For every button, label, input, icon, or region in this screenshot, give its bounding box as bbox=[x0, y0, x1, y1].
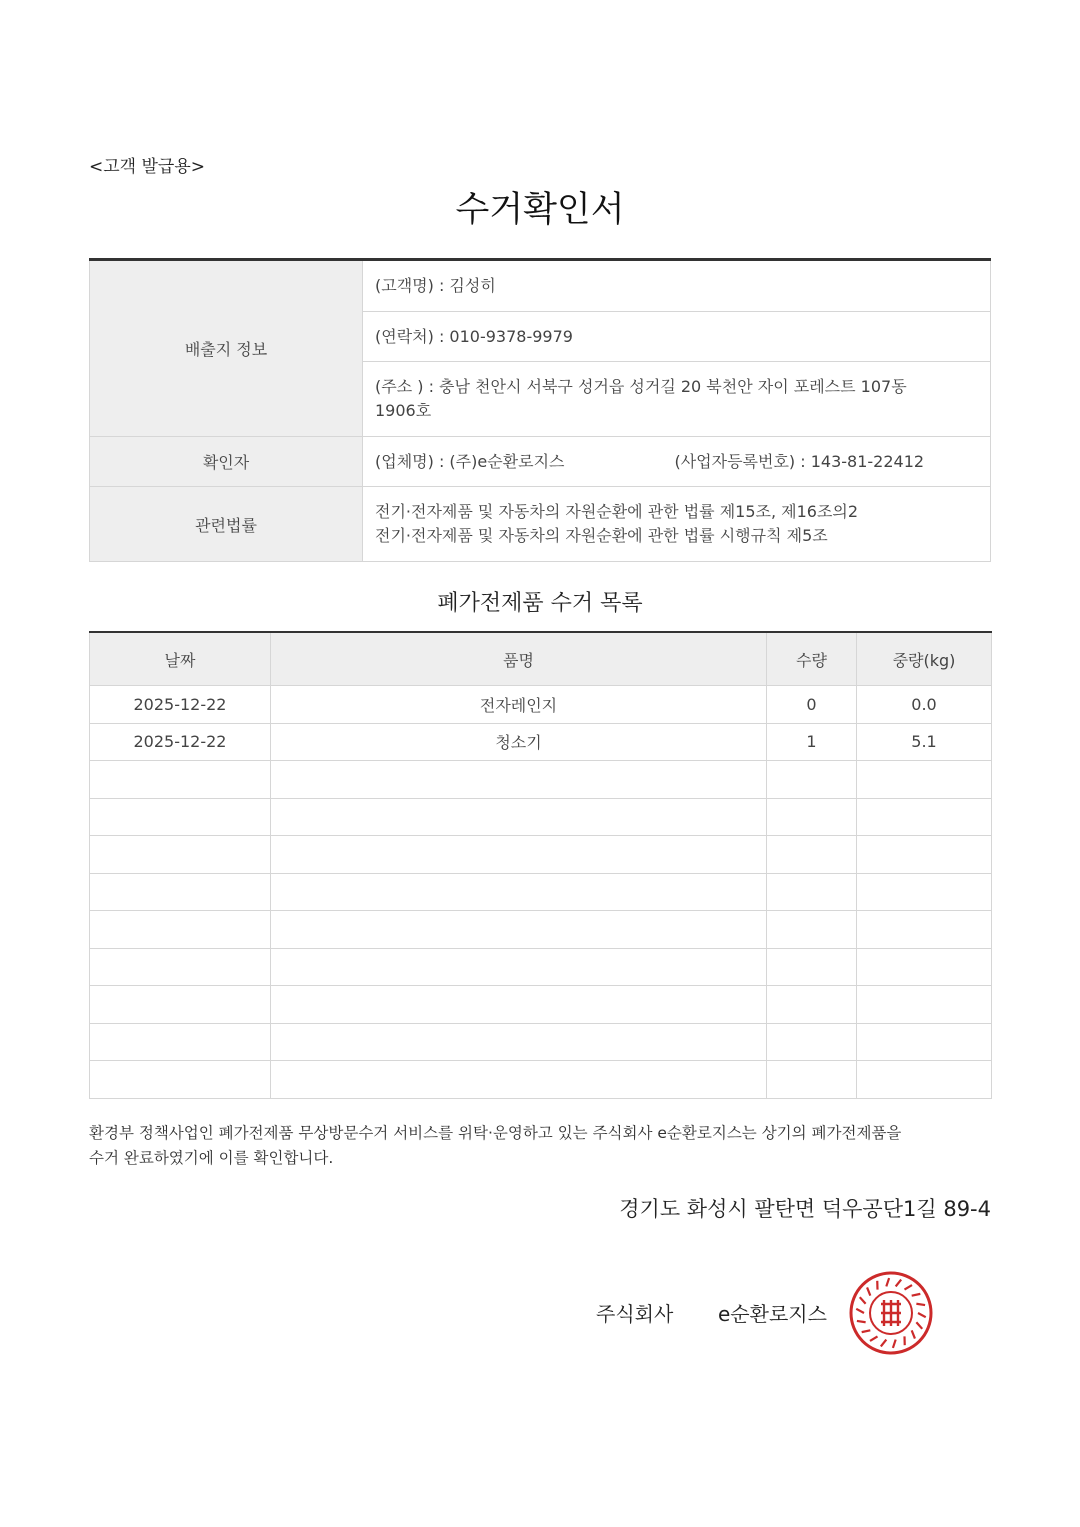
row-item: 청소기 bbox=[271, 723, 767, 761]
address-line-1: (주소 ) : 충남 천안시 서북구 성거읍 성거길 20 북천안 자이 포레스트 107동 bbox=[375, 377, 907, 396]
customer-address bbox=[363, 362, 991, 437]
seal-ring-mark bbox=[916, 1304, 925, 1305]
confirmation-statement bbox=[89, 1121, 999, 1171]
statement-line-2: 수거 완료하였기에 이를 확인합니다. bbox=[89, 1149, 334, 1167]
empty-row bbox=[90, 986, 992, 1024]
empty-row bbox=[90, 836, 992, 874]
law-line-2: 전기·전자제품 및 자동차의 자원순환에 관한 법률 시행규칙 제5조 bbox=[375, 526, 828, 545]
empty-row bbox=[90, 873, 992, 911]
row-date: 2025-12-22 bbox=[90, 686, 271, 724]
empty-row bbox=[90, 761, 992, 799]
seal-ring-mark bbox=[916, 1322, 922, 1329]
header-qty: 수량 bbox=[767, 632, 857, 686]
seal-ring-mark bbox=[886, 1278, 889, 1286]
document-title: 수거확인서 bbox=[455, 190, 625, 230]
statement-line-1: 환경부 정책사업인 폐가전제품 무상방문수거 서비스를 위탁·운영하고 있는 주식회사 e순환로지스는 상기의 폐가전제품을 bbox=[89, 1124, 902, 1142]
seal-ring-mark bbox=[867, 1287, 870, 1295]
copy-label: <고객 발급용> bbox=[89, 157, 206, 177]
seal-ring-mark bbox=[912, 1294, 921, 1296]
company-field: (업체명) : (주)e순환로지스 bbox=[375, 451, 565, 471]
table-row bbox=[90, 723, 992, 761]
discharge-info-table bbox=[89, 258, 991, 562]
collection-list-table bbox=[89, 631, 992, 1099]
seal-ring-mark bbox=[862, 1330, 871, 1332]
row-qty: 1 bbox=[767, 723, 857, 761]
law-line-1: 전기·전자제품 및 자동차의 자원순환에 관한 법률 제15조, 제16조의2 bbox=[375, 502, 859, 521]
seal-ring-mark bbox=[870, 1336, 878, 1341]
seal-ring-mark bbox=[912, 1330, 915, 1338]
row-weight: 0.0 bbox=[857, 686, 992, 724]
law-label: 관련법률 bbox=[90, 487, 363, 562]
seal-ring-mark bbox=[856, 1309, 864, 1313]
seal-ring-mark bbox=[860, 1297, 866, 1304]
empty-row bbox=[90, 948, 992, 986]
row-qty: 0 bbox=[767, 686, 857, 724]
company-kind: 주식회사 bbox=[596, 1302, 674, 1326]
company-address: 경기도 화성시 팔탄면 덕우공단1길 89-4 bbox=[619, 1197, 991, 1221]
table-row bbox=[90, 686, 992, 724]
customer-name: (고객명) : 김성히 bbox=[363, 260, 991, 312]
seal-ring-mark bbox=[857, 1321, 866, 1322]
empty-row bbox=[90, 911, 992, 949]
company-name: e순환로지스 bbox=[718, 1302, 827, 1326]
seal-ring-mark bbox=[905, 1285, 913, 1290]
law-text bbox=[363, 487, 991, 562]
discharge-info-label: 배출지 정보 bbox=[90, 260, 363, 437]
confirmer-label: 확인자 bbox=[90, 437, 363, 487]
empty-row bbox=[90, 798, 992, 836]
collection-list-title: 폐가전제품 수거 목록 bbox=[437, 591, 643, 616]
seal-ring-mark bbox=[896, 1280, 901, 1287]
row-weight: 5.1 bbox=[857, 723, 992, 761]
seal-ring-mark bbox=[918, 1313, 926, 1317]
business-number: (사업자등록번호) : 143-81-22412 bbox=[674, 451, 925, 471]
header-weight: 중량(kg) bbox=[857, 632, 992, 686]
address-line-2: 1906호 bbox=[375, 401, 432, 420]
empty-row bbox=[90, 1023, 992, 1061]
company-seal-icon bbox=[848, 1270, 934, 1356]
header-item: 품명 bbox=[271, 632, 767, 686]
row-item: 전자레인지 bbox=[271, 686, 767, 724]
empty-row bbox=[90, 1061, 992, 1099]
customer-contact: (연락처) : 010-9378-9979 bbox=[363, 312, 991, 362]
confirmer-info bbox=[363, 437, 991, 487]
seal-ring-mark bbox=[893, 1340, 896, 1348]
row-date: 2025-12-22 bbox=[90, 723, 271, 761]
seal-ring-mark bbox=[881, 1340, 886, 1347]
header-date: 날짜 bbox=[90, 632, 271, 686]
